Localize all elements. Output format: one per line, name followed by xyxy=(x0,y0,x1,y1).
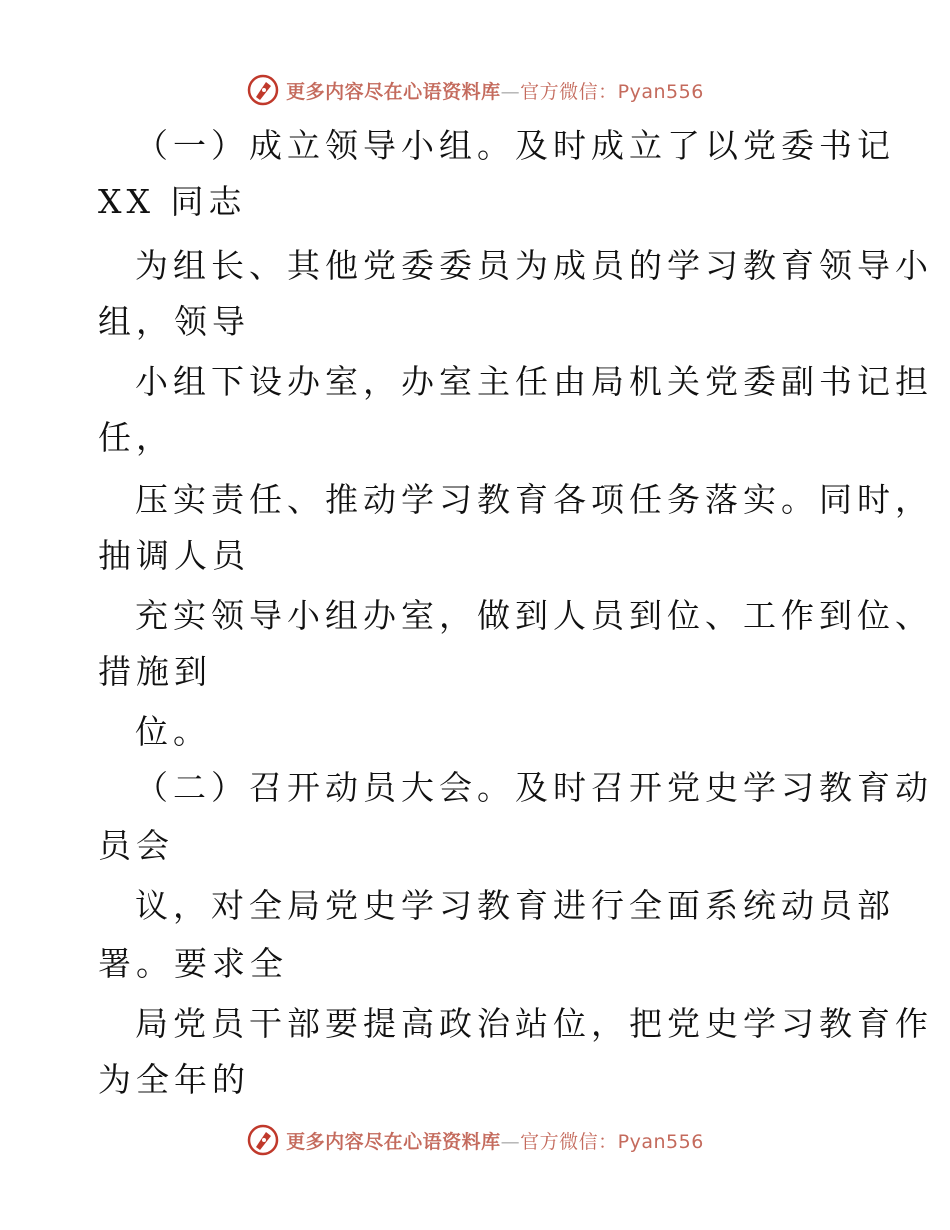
paragraph-line: 位。 xyxy=(135,712,211,751)
banner-text xyxy=(286,77,704,104)
header-banner xyxy=(0,70,950,110)
paragraph-line: 压实责任、推动学习教育各项任务落实。同时， xyxy=(135,480,933,519)
paragraph-line: 任， xyxy=(98,418,174,457)
paragraph-line: 措施到 xyxy=(98,652,212,691)
paragraph-line: （一）成立领导小组。及时成立了以党委书记 xyxy=(135,126,895,165)
paragraph-line: 小组下设办室，办室主任由局机关党委副书记担 xyxy=(135,362,933,401)
banner-wechat-text: 官方微信：Pyan556 xyxy=(520,80,704,103)
paragraph-line: 局党员干部要提高政治站位，把党史学习教育作 xyxy=(135,1004,933,1043)
footer-banner xyxy=(0,1120,950,1160)
paragraph-line: （二）召开动员大会。及时召开党史学习教育动 xyxy=(135,768,933,807)
banner-text xyxy=(286,1127,704,1154)
banner-wechat-text: 官方微信：Pyan556 xyxy=(520,1130,704,1153)
paragraph-line: 议，对全局党史学习教育进行全面系统动员部 xyxy=(135,886,895,925)
paragraph-line: 组，领导 xyxy=(98,302,250,341)
banner-dash: — xyxy=(500,1130,521,1153)
paragraph-line: XX 同志 xyxy=(98,182,247,221)
paragraph-line: 充实领导小组办室，做到人员到位、工作到位、 xyxy=(135,596,933,635)
banner-main-text: 更多内容尽在心语资料库 xyxy=(286,80,501,103)
pen-nib-icon xyxy=(246,1123,280,1157)
banner-main-text: 更多内容尽在心语资料库 xyxy=(286,1130,501,1153)
paragraph-line: 署。要求全 xyxy=(98,944,288,983)
paragraph-line: 员会 xyxy=(98,826,174,865)
pen-nib-icon xyxy=(246,73,280,107)
paragraph-line: 为组长、其他党委委员为成员的学习教育领导小 xyxy=(135,246,933,285)
paragraph-line: 抽调人员 xyxy=(98,536,250,575)
banner-dash: — xyxy=(500,80,521,103)
paragraph-line: 为全年的 xyxy=(98,1060,250,1099)
